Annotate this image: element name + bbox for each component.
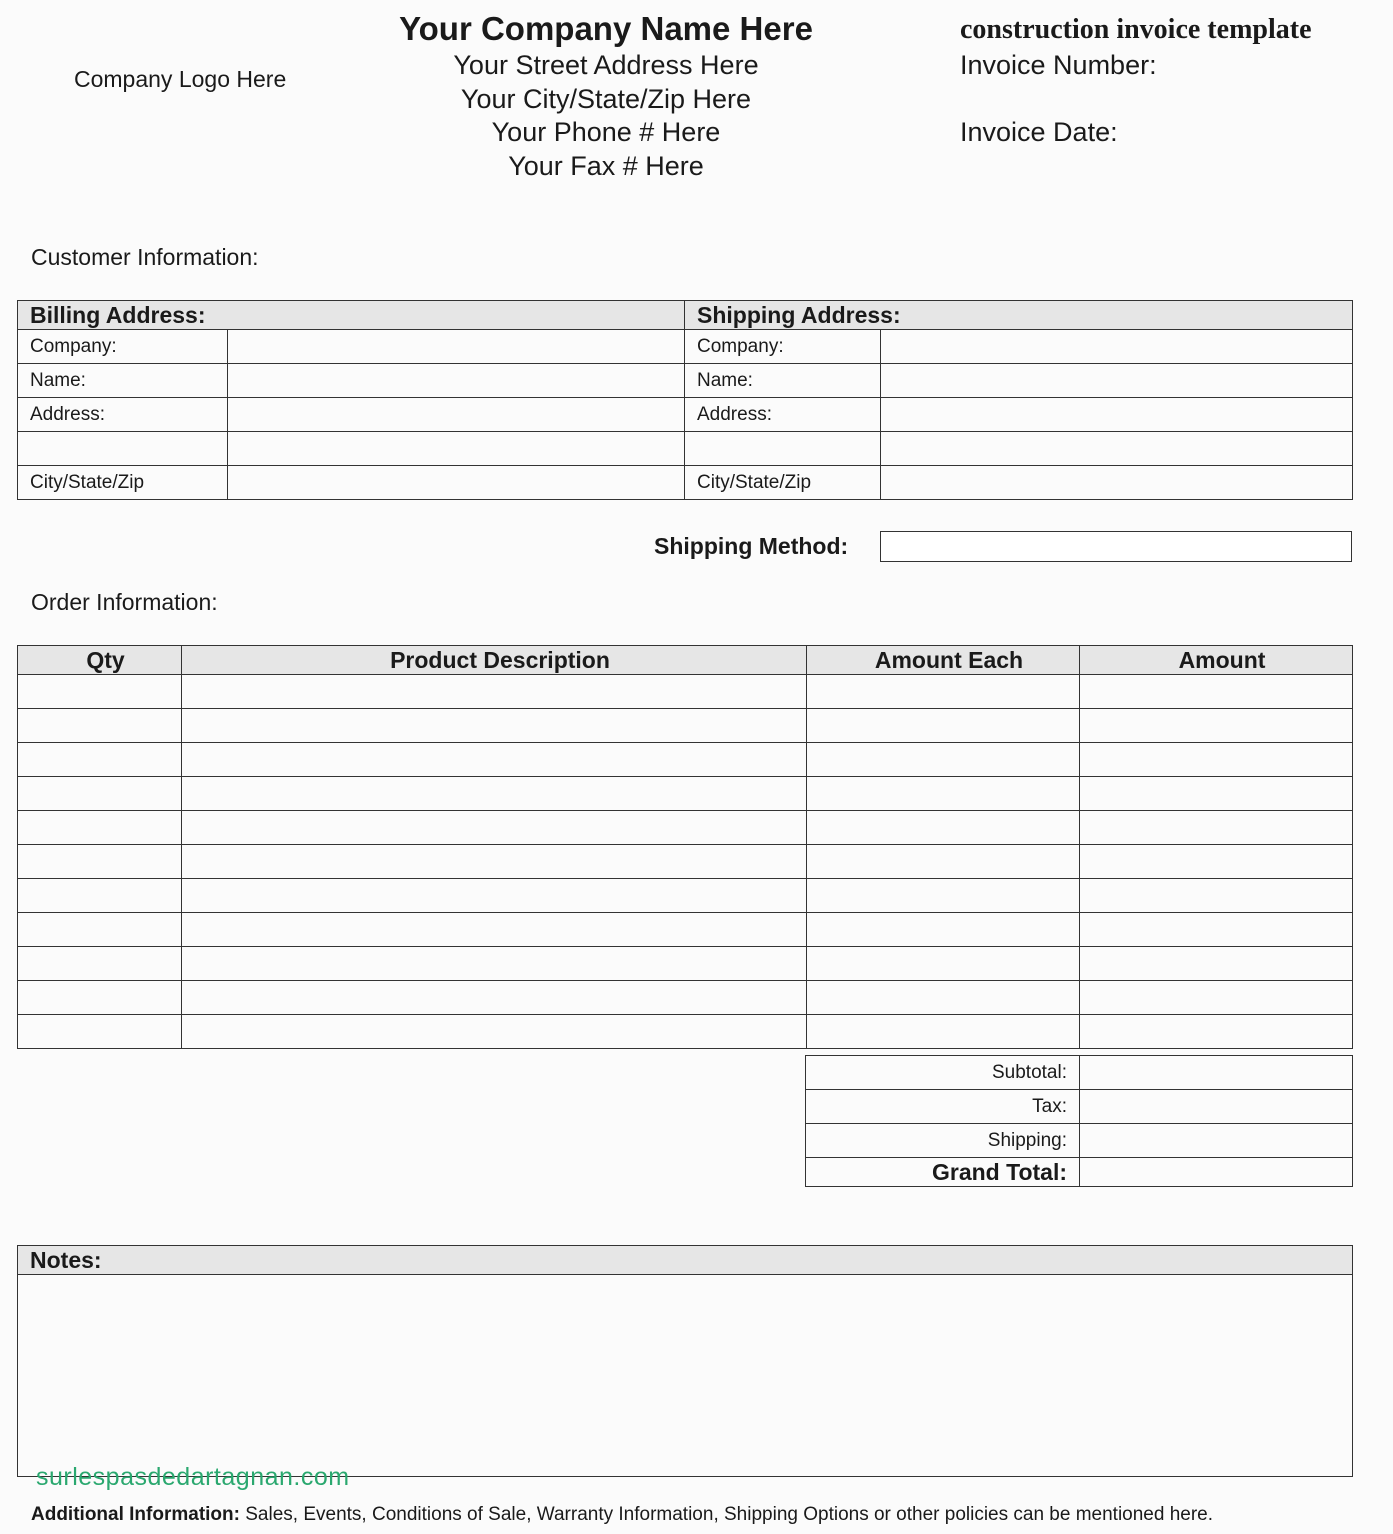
qty-cell[interactable]	[18, 913, 182, 947]
billing-address-field[interactable]	[228, 398, 685, 432]
notes-header: Notes:	[18, 1246, 1352, 1275]
additional-information-label: Additional Information:	[31, 1504, 240, 1525]
description-cell[interactable]	[182, 743, 807, 777]
table-row	[18, 743, 1353, 777]
table-row	[18, 777, 1353, 811]
invoice-number-label: Invoice Number:	[960, 50, 1157, 80]
amount-cell[interactable]	[1080, 913, 1353, 947]
shipping-city-state-zip-label: City/State/Zip	[685, 466, 881, 500]
description-cell[interactable]	[182, 947, 807, 981]
address-row	[18, 398, 1353, 432]
company-fax: Your Fax # Here	[508, 151, 704, 181]
amount-cell[interactable]	[1080, 947, 1353, 981]
order-information-label: Order Information:	[31, 589, 218, 615]
address-row	[18, 364, 1353, 398]
billing-city-state-zip-field[interactable]	[228, 466, 685, 500]
subtotal-label: Subtotal:	[806, 1056, 1080, 1090]
description-cell[interactable]	[182, 1015, 807, 1049]
billing-city-state-zip-label: City/State/Zip	[18, 466, 228, 500]
billing-company-field[interactable]	[228, 330, 685, 364]
table-row	[18, 845, 1353, 879]
grand-total-label: Grand Total:	[806, 1158, 1080, 1187]
invoice-date-label: Invoice Date:	[960, 117, 1118, 147]
amount-each-cell[interactable]	[807, 913, 1080, 947]
description-cell[interactable]	[182, 845, 807, 879]
additional-information-text: Sales, Events, Conditions of Sale, Warranty Information, Shipping Options or other policies can be mentioned here.	[239, 1504, 1214, 1525]
amount-each-column-header: Amount Each	[807, 646, 1080, 675]
amount-cell[interactable]	[1080, 777, 1353, 811]
totals-table	[805, 1055, 1353, 1187]
amount-each-cell[interactable]	[807, 879, 1080, 913]
billing-address2-field[interactable]	[228, 432, 685, 466]
billing-address-header: Billing Address:	[18, 301, 685, 330]
company-name: Your Company Name Here	[399, 10, 813, 47]
order-table	[17, 645, 1353, 1049]
billing-name-field[interactable]	[228, 364, 685, 398]
description-cell[interactable]	[182, 675, 807, 709]
shipping-method-field[interactable]	[880, 531, 1352, 562]
amount-cell[interactable]	[1080, 675, 1353, 709]
amount-cell[interactable]	[1080, 1015, 1353, 1049]
qty-cell[interactable]	[18, 879, 182, 913]
shipping-address2-field[interactable]	[881, 432, 1353, 466]
amount-cell[interactable]	[1080, 879, 1353, 913]
amount-each-cell[interactable]	[807, 981, 1080, 1015]
shipping-address-field[interactable]	[881, 398, 1353, 432]
address-row	[18, 466, 1353, 500]
billing-name-label: Name:	[18, 364, 228, 398]
notes-box	[17, 1245, 1353, 1477]
description-cell[interactable]	[182, 879, 807, 913]
qty-cell[interactable]	[18, 675, 182, 709]
amount-cell[interactable]	[1080, 743, 1353, 777]
qty-cell[interactable]	[18, 777, 182, 811]
watermark: surlespasdedartagnan.com	[36, 1463, 350, 1491]
customer-information-label: Customer Information:	[31, 244, 259, 270]
description-cell[interactable]	[182, 709, 807, 743]
company-logo-placeholder: Company Logo Here	[74, 66, 287, 92]
table-row	[18, 811, 1353, 845]
amount-each-cell[interactable]	[807, 811, 1080, 845]
qty-cell[interactable]	[18, 743, 182, 777]
tax-field[interactable]	[1080, 1090, 1353, 1124]
notes-field[interactable]	[18, 1275, 1352, 1475]
table-row	[18, 1015, 1353, 1049]
qty-column-header: Qty	[18, 646, 182, 675]
tax-label: Tax:	[806, 1090, 1080, 1124]
qty-cell[interactable]	[18, 981, 182, 1015]
subtotal-field[interactable]	[1080, 1056, 1353, 1090]
shipping-address2-label	[685, 432, 881, 466]
customer-address-table	[17, 300, 1353, 500]
shipping-field[interactable]	[1080, 1124, 1353, 1158]
table-row	[18, 675, 1353, 709]
description-cell[interactable]	[182, 811, 807, 845]
qty-cell[interactable]	[18, 947, 182, 981]
billing-address2-label	[18, 432, 228, 466]
amount-each-cell[interactable]	[807, 777, 1080, 811]
additional-information	[31, 1504, 1213, 1526]
shipping-city-state-zip-field[interactable]	[881, 466, 1353, 500]
table-row	[18, 981, 1353, 1015]
amount-each-cell[interactable]	[807, 743, 1080, 777]
amount-cell[interactable]	[1080, 981, 1353, 1015]
amount-column-header: Amount	[1080, 646, 1353, 675]
shipping-address-label: Address:	[685, 398, 881, 432]
qty-cell[interactable]	[18, 811, 182, 845]
company-city-state-zip: Your City/State/Zip Here	[460, 84, 752, 114]
billing-company-label: Company:	[18, 330, 228, 364]
billing-address-label: Address:	[18, 398, 228, 432]
table-row	[18, 709, 1353, 743]
amount-cell[interactable]	[1080, 845, 1353, 879]
shipping-address-header: Shipping Address:	[685, 301, 1353, 330]
shipping-method-label: Shipping Method:	[654, 533, 849, 559]
address-row	[18, 330, 1353, 364]
amount-each-cell[interactable]	[807, 947, 1080, 981]
order-rows	[18, 675, 1353, 1049]
table-row	[18, 947, 1353, 981]
description-cell[interactable]	[182, 981, 807, 1015]
amount-cell[interactable]	[1080, 709, 1353, 743]
amount-cell[interactable]	[1080, 811, 1353, 845]
shipping-name-field[interactable]	[881, 364, 1353, 398]
shipping-company-field[interactable]	[881, 330, 1353, 364]
amount-each-cell[interactable]	[807, 709, 1080, 743]
qty-cell[interactable]	[18, 709, 182, 743]
description-cell[interactable]	[182, 913, 807, 947]
amount-each-cell[interactable]	[807, 675, 1080, 709]
qty-cell[interactable]	[18, 1015, 182, 1049]
amount-each-cell[interactable]	[807, 845, 1080, 879]
table-row	[18, 913, 1353, 947]
amount-each-cell[interactable]	[807, 1015, 1080, 1049]
shipping-label: Shipping:	[806, 1124, 1080, 1158]
company-phone: Your Phone # Here	[491, 117, 721, 147]
address-row	[18, 432, 1353, 466]
grand-total-field[interactable]	[1080, 1158, 1353, 1187]
shipping-name-label: Name:	[685, 364, 881, 398]
company-street: Your Street Address Here	[453, 50, 759, 80]
table-row	[18, 879, 1353, 913]
document-title: construction invoice template	[960, 14, 1312, 45]
shipping-company-label: Company:	[685, 330, 881, 364]
description-column-header: Product Description	[182, 646, 807, 675]
description-cell[interactable]	[182, 777, 807, 811]
qty-cell[interactable]	[18, 845, 182, 879]
